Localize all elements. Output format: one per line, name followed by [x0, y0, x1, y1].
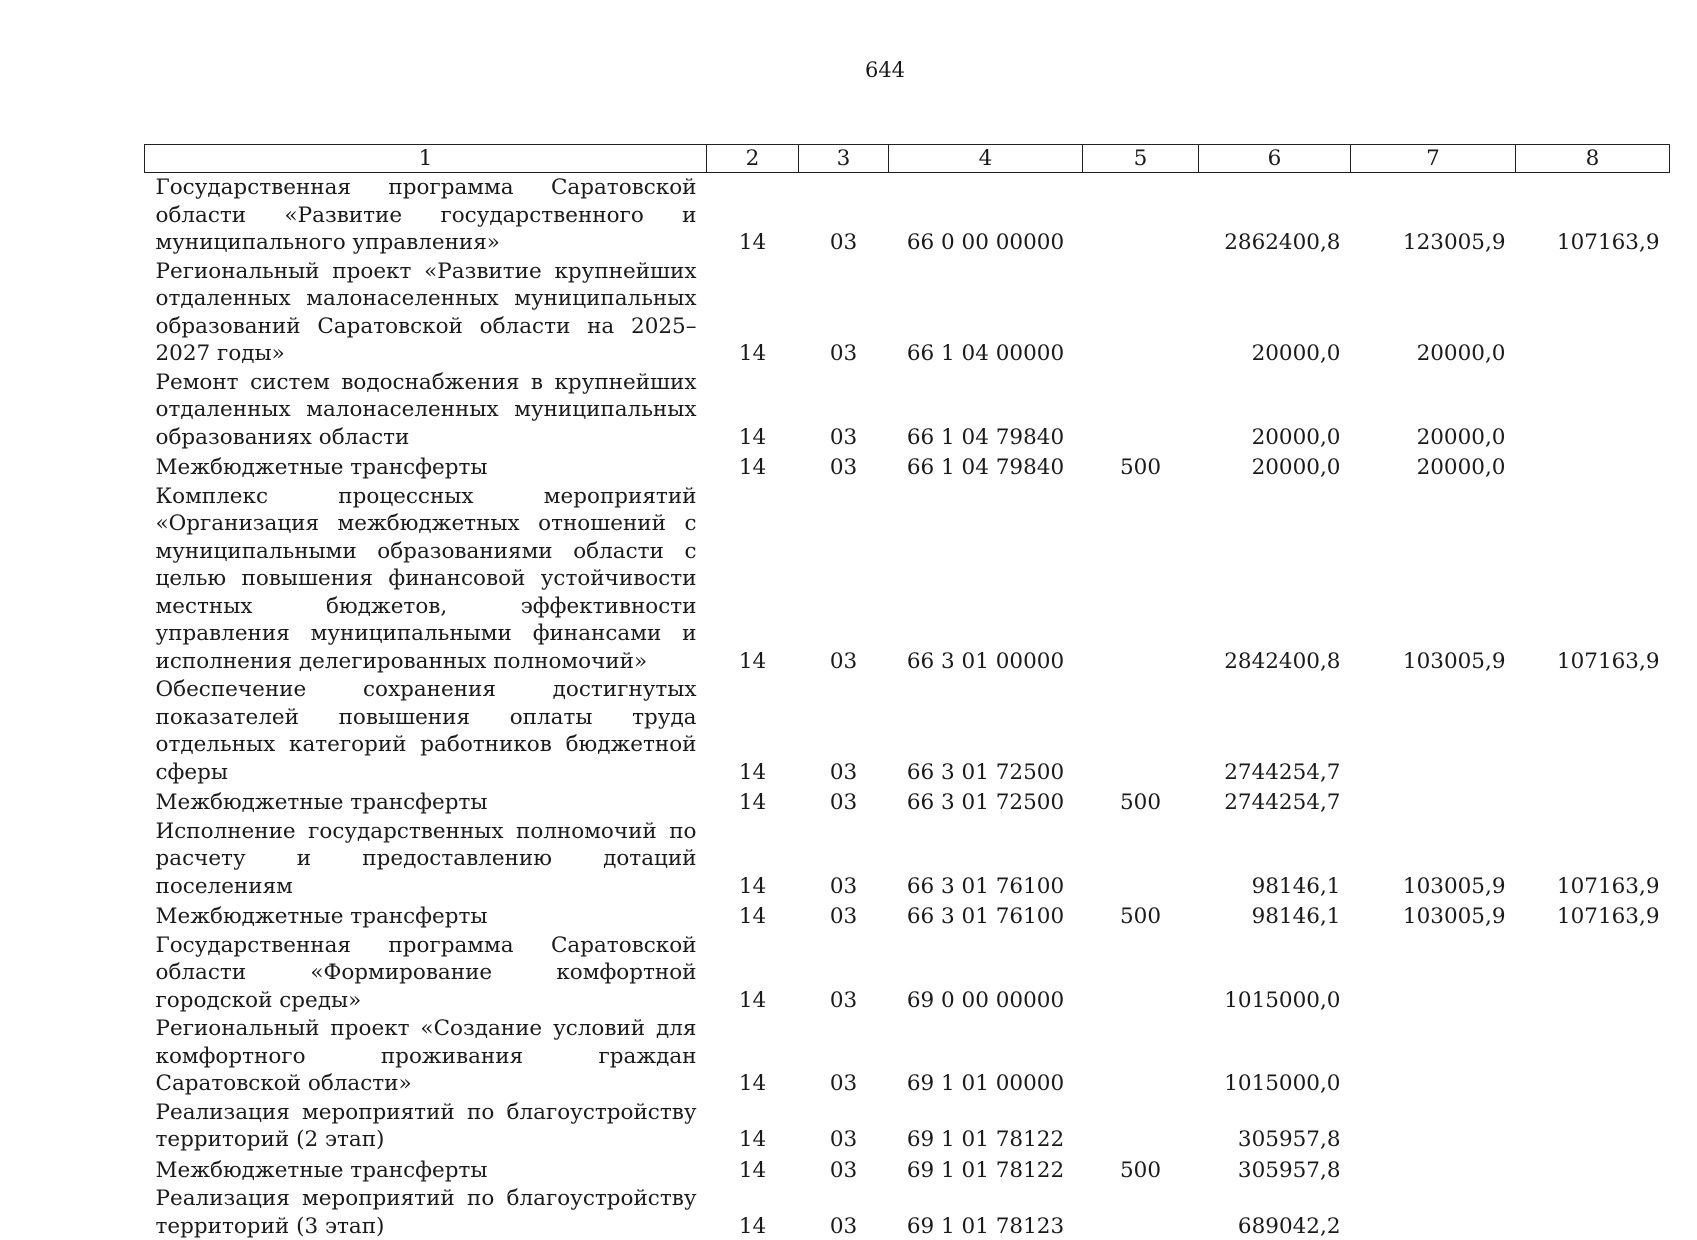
target-article-code: 66 3 01 76100 [889, 817, 1083, 901]
section-code: 14 [707, 817, 799, 901]
expense-type-code [1083, 817, 1199, 901]
row-name: Межбюджетные трансферты [145, 786, 707, 817]
subsection-code: 03 [799, 786, 889, 817]
expense-type-code: 500 [1083, 786, 1199, 817]
section-code: 14 [707, 931, 799, 1015]
amount-col-6: 20000,0 [1199, 368, 1351, 452]
page-number: 644 [0, 58, 1697, 82]
target-article-code: 66 1 04 00000 [889, 257, 1083, 368]
column-header-3: 3 [799, 145, 889, 173]
target-article-code: 66 3 01 00000 [889, 482, 1083, 676]
amount-col-7 [1351, 931, 1516, 1015]
amount-col-6: 20000,0 [1199, 257, 1351, 368]
expense-type-code: 500 [1083, 900, 1199, 931]
row-name: Межбюджетные трансферты [145, 900, 707, 931]
table-row [145, 173, 1670, 257]
section-code: 14 [707, 675, 799, 786]
expense-type-code [1083, 1098, 1199, 1154]
column-header-6: 6 [1199, 145, 1351, 173]
amount-col-8 [1516, 1014, 1670, 1098]
header-row [145, 145, 1670, 173]
table-row [145, 368, 1670, 452]
amount-col-8 [1516, 931, 1670, 1015]
target-article-code: 69 1 01 78123 [889, 1184, 1083, 1240]
target-article-code: 66 1 04 79840 [889, 368, 1083, 452]
table-row [145, 817, 1670, 901]
amount-col-7 [1351, 1098, 1516, 1154]
amount-col-7 [1351, 1154, 1516, 1185]
subsection-code: 03 [799, 451, 889, 482]
amount-col-7: 20000,0 [1351, 368, 1516, 452]
table-row [145, 900, 1670, 931]
target-article-code: 69 1 01 78122 [889, 1154, 1083, 1185]
column-header-4: 4 [889, 145, 1083, 173]
row-name: Обеспечение сохранения достигнутых показателей повышения оплаты труда отдельных категорий работников бюджетной сферы [145, 675, 707, 786]
subsection-code: 03 [799, 817, 889, 901]
section-code: 14 [707, 368, 799, 452]
amount-col-7 [1351, 1014, 1516, 1098]
expense-type-code [1083, 257, 1199, 368]
target-article-code: 69 1 01 78122 [889, 1098, 1083, 1154]
subsection-code: 03 [799, 900, 889, 931]
expense-type-code [1083, 173, 1199, 257]
table-row [145, 786, 1670, 817]
amount-col-7: 123005,9 [1351, 173, 1516, 257]
subsection-code: 03 [799, 1014, 889, 1098]
section-code: 14 [707, 1154, 799, 1185]
section-code: 14 [707, 1014, 799, 1098]
row-name: Реализация мероприятий по благоустройству территорий (3 этап) [145, 1184, 707, 1240]
amount-col-6: 305957,8 [1199, 1154, 1351, 1185]
column-header-5: 5 [1083, 145, 1199, 173]
amount-col-8: 107163,9 [1516, 173, 1670, 257]
amount-col-7 [1351, 786, 1516, 817]
amount-col-8: 107163,9 [1516, 482, 1670, 676]
table-row [145, 1014, 1670, 1098]
subsection-code: 03 [799, 482, 889, 676]
amount-col-8 [1516, 675, 1670, 786]
table-row [145, 675, 1670, 786]
amount-col-6: 2744254,7 [1199, 675, 1351, 786]
budget-table [144, 144, 1670, 1240]
row-name: Комплекс процессных мероприятий «Организация межбюджетных отношений с муниципальными образованиями области с целью повышения финансовой устойчивости местных бюджетов, эффективности управления муниципальными финансами и исполнения делегированных полномочий» [145, 482, 707, 676]
amount-col-6: 20000,0 [1199, 451, 1351, 482]
amount-col-7: 20000,0 [1351, 451, 1516, 482]
amount-col-7: 103005,9 [1351, 817, 1516, 901]
row-name: Государственная программа Саратовской области «Формирование комфортной городской среды» [145, 931, 707, 1015]
amount-col-8 [1516, 786, 1670, 817]
amount-col-8 [1516, 1098, 1670, 1154]
row-name: Государственная программа Саратовской области «Развитие государственного и муниципального управления» [145, 173, 707, 257]
table-row [145, 482, 1670, 676]
subsection-code: 03 [799, 931, 889, 1015]
amount-col-7: 20000,0 [1351, 257, 1516, 368]
section-code: 14 [707, 451, 799, 482]
subsection-code: 03 [799, 368, 889, 452]
row-name: Региональный проект «Создание условий для комфортного проживания граждан Саратовской области» [145, 1014, 707, 1098]
subsection-code: 03 [799, 1184, 889, 1240]
target-article-code: 66 3 01 76100 [889, 900, 1083, 931]
expense-type-code: 500 [1083, 451, 1199, 482]
row-name: Межбюджетные трансферты [145, 1154, 707, 1185]
amount-col-8 [1516, 451, 1670, 482]
amount-col-6: 689042,2 [1199, 1184, 1351, 1240]
column-header-7: 7 [1351, 145, 1516, 173]
amount-col-8 [1516, 1184, 1670, 1240]
target-article-code: 66 1 04 79840 [889, 451, 1083, 482]
amount-col-7: 103005,9 [1351, 900, 1516, 931]
row-name: Реализация мероприятий по благоустройству территорий (2 этап) [145, 1098, 707, 1154]
table-header [145, 145, 1670, 173]
section-code: 14 [707, 786, 799, 817]
target-article-code: 69 1 01 00000 [889, 1014, 1083, 1098]
amount-col-8: 107163,9 [1516, 900, 1670, 931]
expense-type-code [1083, 675, 1199, 786]
amount-col-7: 103005,9 [1351, 482, 1516, 676]
table-body [145, 173, 1670, 1240]
column-header-1: 1 [145, 145, 707, 173]
expense-type-code [1083, 931, 1199, 1015]
target-article-code: 69 0 00 00000 [889, 931, 1083, 1015]
row-name: Исполнение государственных полномочий по расчету и предоставлению дотаций поселениям [145, 817, 707, 901]
expense-type-code [1083, 1184, 1199, 1240]
amount-col-7 [1351, 1184, 1516, 1240]
column-header-2: 2 [707, 145, 799, 173]
section-code: 14 [707, 173, 799, 257]
target-article-code: 66 3 01 72500 [889, 675, 1083, 786]
table-row [145, 1184, 1670, 1240]
amount-col-7 [1351, 675, 1516, 786]
section-code: 14 [707, 900, 799, 931]
amount-col-6: 98146,1 [1199, 817, 1351, 901]
expense-type-code [1083, 1014, 1199, 1098]
target-article-code: 66 0 00 00000 [889, 173, 1083, 257]
target-article-code: 66 3 01 72500 [889, 786, 1083, 817]
subsection-code: 03 [799, 1098, 889, 1154]
amount-col-8: 107163,9 [1516, 817, 1670, 901]
amount-col-6: 2744254,7 [1199, 786, 1351, 817]
amount-col-8 [1516, 368, 1670, 452]
table-row [145, 1154, 1670, 1185]
table-row [145, 451, 1670, 482]
amount-col-6: 2862400,8 [1199, 173, 1351, 257]
amount-col-6: 98146,1 [1199, 900, 1351, 931]
subsection-code: 03 [799, 173, 889, 257]
section-code: 14 [707, 257, 799, 368]
row-name: Региональный проект «Развитие крупнейших отдаленных малонаселенных муниципальных образований Саратовской области на 2025–2027 годы» [145, 257, 707, 368]
amount-col-8 [1516, 1154, 1670, 1185]
amount-col-6: 1015000,0 [1199, 931, 1351, 1015]
row-name: Ремонт систем водоснабжения в крупнейших отдаленных малонаселенных муниципальных образованиях области [145, 368, 707, 452]
table-row [145, 257, 1670, 368]
table-row [145, 931, 1670, 1015]
amount-col-6: 2842400,8 [1199, 482, 1351, 676]
subsection-code: 03 [799, 675, 889, 786]
amount-col-8 [1516, 257, 1670, 368]
amount-col-6: 305957,8 [1199, 1098, 1351, 1154]
section-code: 14 [707, 482, 799, 676]
amount-col-6: 1015000,0 [1199, 1014, 1351, 1098]
subsection-code: 03 [799, 1154, 889, 1185]
section-code: 14 [707, 1098, 799, 1154]
expense-type-code [1083, 368, 1199, 452]
row-name: Межбюджетные трансферты [145, 451, 707, 482]
expense-type-code: 500 [1083, 1154, 1199, 1185]
table-row [145, 1098, 1670, 1154]
section-code: 14 [707, 1184, 799, 1240]
expense-type-code [1083, 482, 1199, 676]
subsection-code: 03 [799, 257, 889, 368]
column-header-8: 8 [1516, 145, 1670, 173]
